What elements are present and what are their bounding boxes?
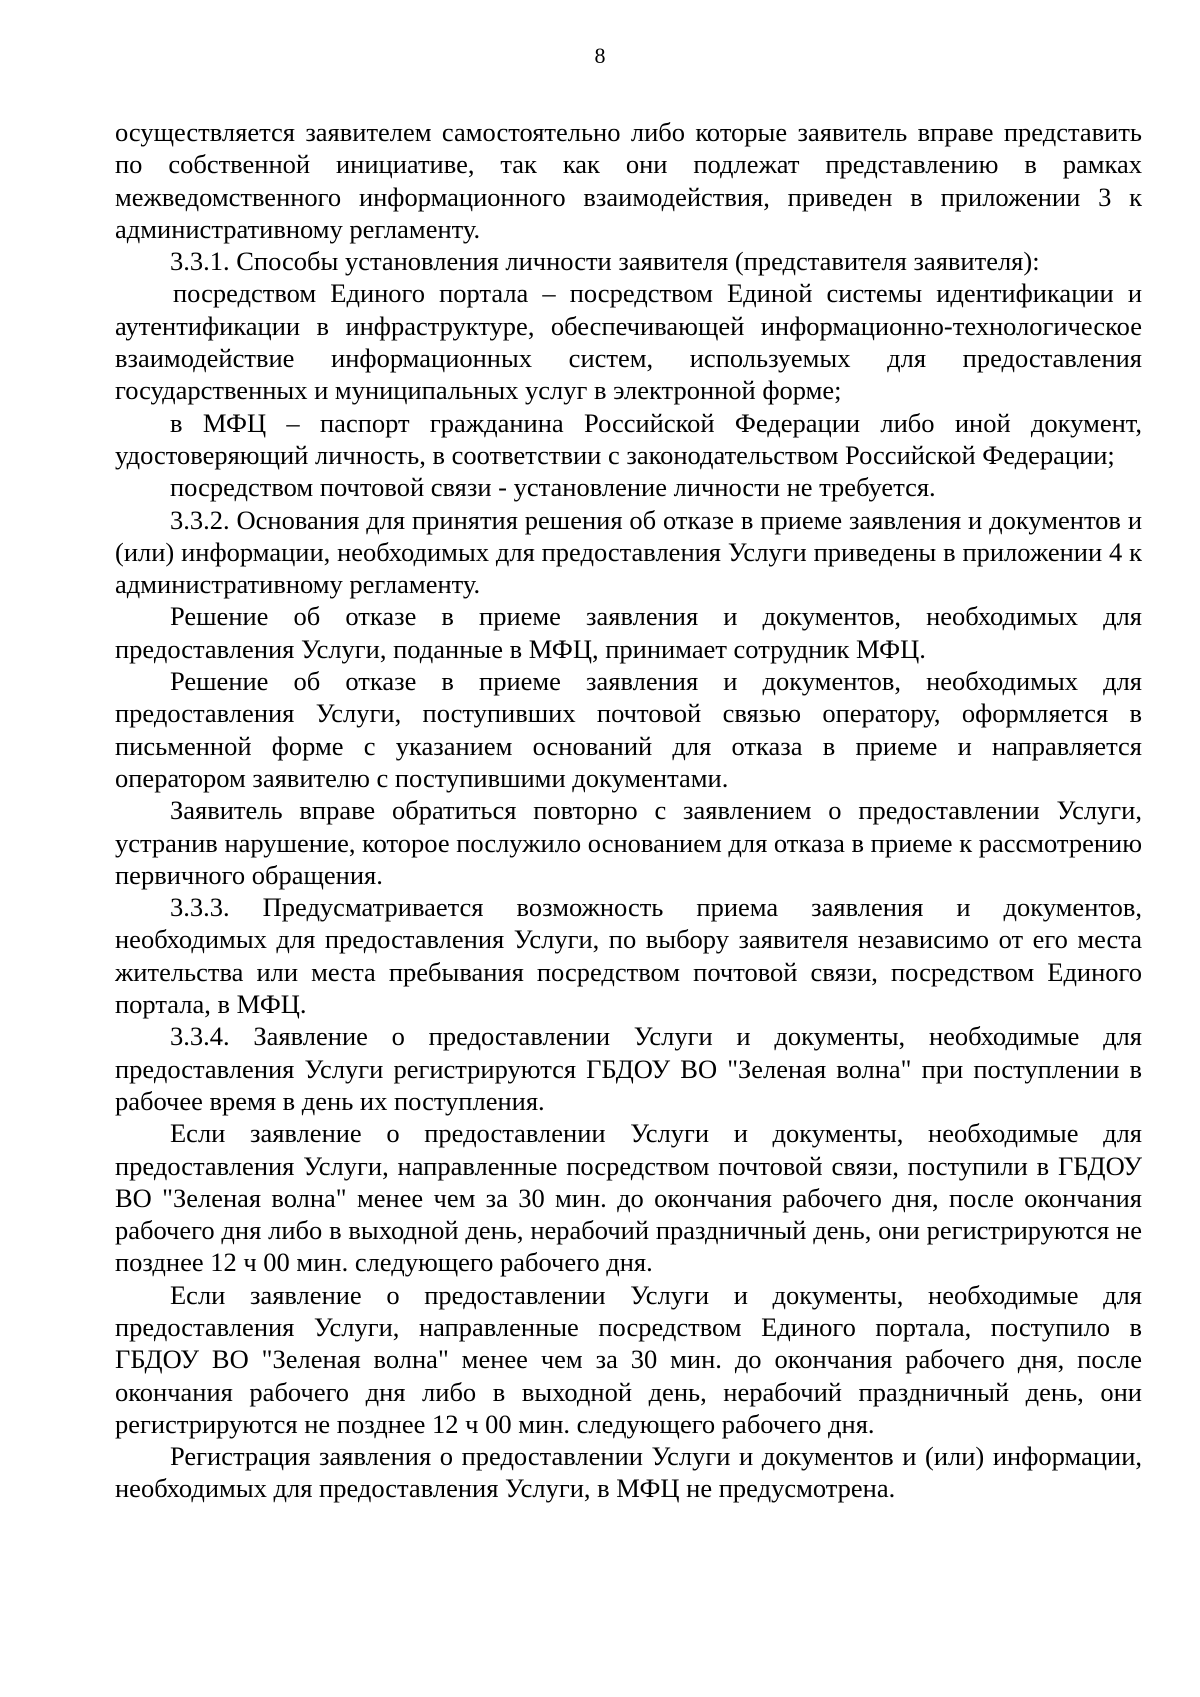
paragraph-postal-identification: посредством почтовой связи - установление личности не требуется.: [170, 472, 936, 503]
paragraph-3-3-4: 3.3.4. Заявление о предоставлении Услуги и документы, необходимые для предоставления Услуги регистрируются ГБДОУ ВО "Зеленая волна" при поступлении в рабочее время в день их поступления.: [115, 1021, 1142, 1116]
paragraph-portal-registration: Если заявление о предоставлении Услуги и документы, необходимые для предоставления Услуги, направленные посредством Единого портала, поступило в ГБДОУ ВО "Зеленая волна" менее чем за 30 мин. до окончания рабочего дня, после окончания рабочего дня либо в выходной день, нерабочий праздничный день, они регистрируются не позднее 12 ч 00 мин. следующего рабочего дня.: [115, 1279, 1142, 1439]
paragraph-mfc-registration: Регистрация заявления о предоставлении Услуги и документов и (или) информации, необходимых для предоставления Услуги, в МФЦ не предусмотрена.: [115, 1441, 1142, 1504]
page-number: 8: [594, 43, 606, 68]
paragraph-3-3-2: 3.3.2. Основания для принятия решения об отказе в приеме заявления и документов и (или) информации, необходимых для предоставления Услуги приведены в приложении 4 к административному регламенту.: [115, 504, 1142, 600]
document-body: [115, 116, 1142, 1505]
paragraph-portal-identification: посредством Единого портала – посредством Единой системы идентификации и аутентификации в инфраструктуре, обеспечивающей информационно-технологическое взаимодействие информационных систем, используемых для предоставления государственных и муниципальных услуг в электронной форме;: [115, 278, 1142, 406]
paragraph-continuation: осуществляется заявителем самостоятельно либо которые заявитель вправе представить по собственной инициативе, так как они подлежат представлению в рамках межведомственного информационного взаимодействия, приведен в приложении 3 к административному регламенту.: [115, 117, 1142, 244]
paragraph-mfc-refusal: Решение об отказе в приеме заявления и документов, необходимых для предоставления Услуги, поданные в МФЦ, принимает сотрудник МФЦ.: [115, 601, 1142, 664]
paragraph-postal-refusal: Решение об отказе в приеме заявления и документов, необходимых для предоставления Услуги, поступивших почтовой связью оператору, оформляется в письменной форме с указанием оснований для отказа в приеме и направляется оператором заявителю с поступившими документами.: [115, 666, 1142, 793]
paragraph-3-3-1: 3.3.1. Способы установления личности заявителя (представителя заявителя):: [170, 246, 1040, 277]
paragraph-3-3-3: 3.3.3. Предусматривается возможность приема заявления и документов, необходимых для предоставления Услуги, по выбору заявителя независимо от его места жительства или места пребывания посредством почтовой связи, посредством Единого портала, в МФЦ.: [115, 892, 1142, 1020]
paragraph-mfc-identification: в МФЦ – паспорт гражданина Российской Федерации либо иной документ, удостоверяющий личность, в соответствии с законодательством Российской Федерации;: [115, 407, 1142, 470]
paragraph-postal-registration: Если заявление о предоставлении Услуги и документы, необходимые для предоставления Услуги, направленные посредством почтовой связи, поступили в ГБДОУ ВО "Зеленая волна" менее чем за 30 мин. до окончания рабочего дня, после окончания рабочего дня либо в выходной день, нерабочий праздничный день, они регистрируются не позднее 12 ч 00 мин. следующего рабочего дня.: [115, 1118, 1142, 1278]
paragraph-repeat-application: Заявитель вправе обратиться повторно с заявлением о предоставлении Услуги, устранив нарушение, которое послужило основанием для отказа в приеме к рассмотрению первичного обращения.: [115, 795, 1142, 890]
